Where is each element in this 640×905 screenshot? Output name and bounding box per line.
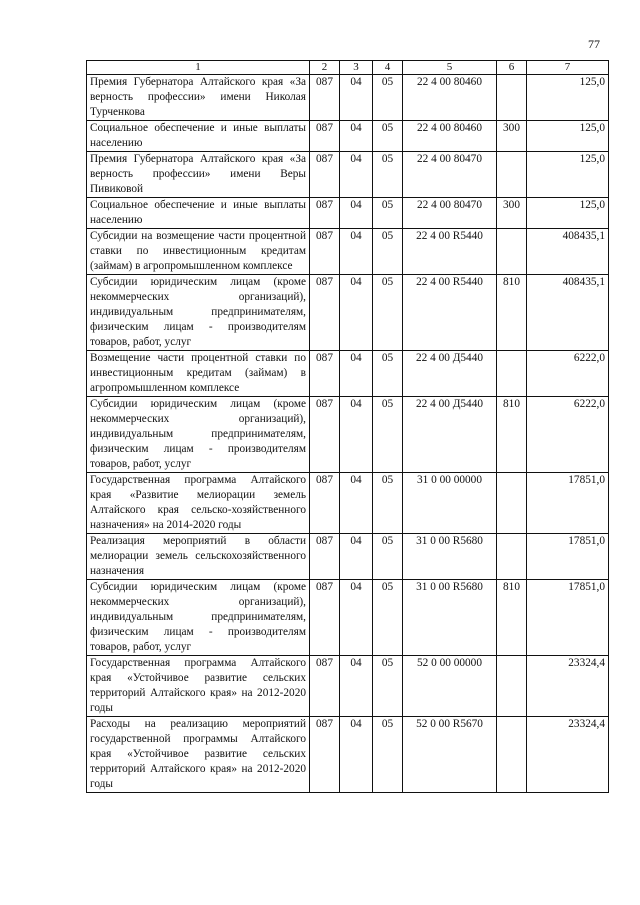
target-article-cell: 22 4 00 80470 (403, 198, 497, 229)
expense-type-cell: 810 (497, 397, 527, 473)
header-cell: 4 (373, 61, 403, 75)
ministry-code-cell: 087 (310, 580, 340, 656)
section-code-cell: 04 (340, 229, 373, 275)
target-article-cell: 52 0 00 00000 (403, 656, 497, 717)
ministry-code-cell: 087 (310, 656, 340, 717)
table-row (87, 351, 609, 397)
section-code-cell: 04 (340, 534, 373, 580)
expense-type-cell (497, 534, 527, 580)
section-code-cell: 04 (340, 717, 373, 793)
subsection-code-cell: 05 (373, 717, 403, 793)
item-name-cell: Социальное обеспечение и иные выплаты населению (87, 198, 310, 229)
section-code-cell: 04 (340, 580, 373, 656)
table-row (87, 397, 609, 473)
subsection-code-cell: 05 (373, 656, 403, 717)
ministry-code-cell: 087 (310, 229, 340, 275)
expense-type-cell (497, 473, 527, 534)
table-row (87, 473, 609, 534)
amount-cell: 408435,1 (527, 275, 609, 351)
target-article-cell: 22 4 00 R5440 (403, 229, 497, 275)
amount-cell: 125,0 (527, 198, 609, 229)
ministry-code-cell: 087 (310, 534, 340, 580)
subsection-code-cell: 05 (373, 152, 403, 198)
item-name-cell: Субсидии юридическим лицам (кроме некоммерческих организаций), индивидуальным предпринимателям, физическим лицам - производителям товаров, работ, услуг (87, 580, 310, 656)
expense-type-cell (497, 351, 527, 397)
header-cell: 2 (310, 61, 340, 75)
section-code-cell: 04 (340, 75, 373, 121)
item-name-cell: Премия Губернатора Алтайского края «За верность профессии» имени Веры Пивиковой (87, 152, 310, 198)
subsection-code-cell: 05 (373, 75, 403, 121)
expense-type-cell: 810 (497, 580, 527, 656)
table-row (87, 198, 609, 229)
expense-type-cell: 300 (497, 198, 527, 229)
expense-type-cell: 300 (497, 121, 527, 152)
target-article-cell: 31 0 00 R5680 (403, 534, 497, 580)
header-row (87, 61, 609, 75)
subsection-code-cell: 05 (373, 229, 403, 275)
subsection-code-cell: 05 (373, 351, 403, 397)
table-row (87, 580, 609, 656)
target-article-cell: 22 4 00 R5440 (403, 275, 497, 351)
ministry-code-cell: 087 (310, 351, 340, 397)
table-row (87, 121, 609, 152)
subsection-code-cell: 05 (373, 473, 403, 534)
header-cell: 3 (340, 61, 373, 75)
table-row (87, 534, 609, 580)
item-name-cell: Субсидии юридическим лицам (кроме некоммерческих организаций), индивидуальным предпринимателям, физическим лицам - производителям товаров, работ, услуг (87, 275, 310, 351)
ministry-code-cell: 087 (310, 152, 340, 198)
target-article-cell: 52 0 00 R5670 (403, 717, 497, 793)
amount-cell: 125,0 (527, 75, 609, 121)
ministry-code-cell: 087 (310, 717, 340, 793)
table-row (87, 717, 609, 793)
subsection-code-cell: 05 (373, 121, 403, 152)
target-article-cell: 22 4 00 Д5440 (403, 397, 497, 473)
subsection-code-cell: 05 (373, 198, 403, 229)
header-cell: 1 (87, 61, 310, 75)
item-name-cell: Возмещение части процентной ставки по инвестиционным кредитам (займам) в агропромышленном комплексе (87, 351, 310, 397)
target-article-cell: 22 4 00 80470 (403, 152, 497, 198)
table-row (87, 656, 609, 717)
section-code-cell: 04 (340, 275, 373, 351)
expense-type-cell (497, 717, 527, 793)
budget-table (86, 60, 609, 793)
amount-cell: 125,0 (527, 121, 609, 152)
expense-type-cell (497, 75, 527, 121)
section-code-cell: 04 (340, 152, 373, 198)
item-name-cell: Социальное обеспечение и иные выплаты населению (87, 121, 310, 152)
ministry-code-cell: 087 (310, 473, 340, 534)
item-name-cell: Государственная программа Алтайского края «Развитие мелиорации земель Алтайского края сельско-хозяйственного назначения» на 2014-2020 годы (87, 473, 310, 534)
header-cell: 5 (403, 61, 497, 75)
target-article-cell: 31 0 00 00000 (403, 473, 497, 534)
amount-cell: 6222,0 (527, 397, 609, 473)
amount-cell: 17851,0 (527, 473, 609, 534)
item-name-cell: Государственная программа Алтайского края «Устойчивое развитие сельских территорий Алтайского края» на 2012-2020 годы (87, 656, 310, 717)
ministry-code-cell: 087 (310, 275, 340, 351)
subsection-code-cell: 05 (373, 397, 403, 473)
expense-type-cell: 810 (497, 275, 527, 351)
table-row (87, 229, 609, 275)
header-cell: 6 (497, 61, 527, 75)
section-code-cell: 04 (340, 121, 373, 152)
target-article-cell: 22 4 00 80460 (403, 75, 497, 121)
amount-cell: 23324,4 (527, 717, 609, 793)
ministry-code-cell: 087 (310, 121, 340, 152)
amount-cell: 17851,0 (527, 580, 609, 656)
section-code-cell: 04 (340, 397, 373, 473)
expense-type-cell (497, 152, 527, 198)
ministry-code-cell: 087 (310, 397, 340, 473)
target-article-cell: 22 4 00 80460 (403, 121, 497, 152)
ministry-code-cell: 087 (310, 198, 340, 229)
item-name-cell: Субсидии юридическим лицам (кроме некоммерческих организаций), индивидуальным предпринимателям, физическим лицам - производителям товаров, работ, услуг (87, 397, 310, 473)
item-name-cell: Премия Губернатора Алтайского края «За верность профессии» имени Николая Турченкова (87, 75, 310, 121)
amount-cell: 125,0 (527, 152, 609, 198)
item-name-cell: Расходы на реализацию мероприятий государственной программы Алтайского края «Устойчивое развитие сельских территорий Алтайского края» на 2012-2020 годы (87, 717, 310, 793)
target-article-cell: 22 4 00 Д5440 (403, 351, 497, 397)
page-number: 77 (588, 37, 600, 51)
section-code-cell: 04 (340, 473, 373, 534)
subsection-code-cell: 05 (373, 534, 403, 580)
amount-cell: 23324,4 (527, 656, 609, 717)
ministry-code-cell: 087 (310, 75, 340, 121)
item-name-cell: Субсидии на возмещение части процентной ставки по инвестиционным кредитам (займам) в агропромышленном комплексе (87, 229, 310, 275)
expense-type-cell (497, 229, 527, 275)
expense-type-cell (497, 656, 527, 717)
table-row (87, 275, 609, 351)
item-name-cell: Реализация мероприятий в области мелиорации земель сельскохозяйственного назначения (87, 534, 310, 580)
amount-cell: 17851,0 (527, 534, 609, 580)
section-code-cell: 04 (340, 351, 373, 397)
amount-cell: 6222,0 (527, 351, 609, 397)
section-code-cell: 04 (340, 198, 373, 229)
subsection-code-cell: 05 (373, 275, 403, 351)
target-article-cell: 31 0 00 R5680 (403, 580, 497, 656)
amount-cell: 408435,1 (527, 229, 609, 275)
table-row (87, 152, 609, 198)
table-row (87, 75, 609, 121)
section-code-cell: 04 (340, 656, 373, 717)
subsection-code-cell: 05 (373, 580, 403, 656)
header-cell: 7 (527, 61, 609, 75)
